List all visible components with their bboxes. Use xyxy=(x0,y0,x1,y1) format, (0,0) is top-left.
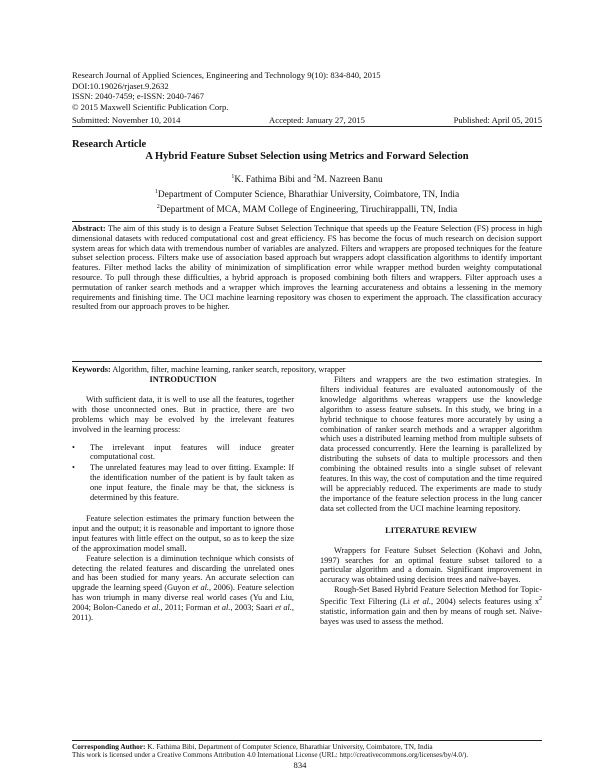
lit-review-paragraph-1: Wrappers for Feature Subset Selection (Kohavi and John, 1997) searches for an optimal feature subset tailored to a particular algorithm and a domain. Significant improvement in accuracy was obtained using decision trees and naïve-bayes. xyxy=(320,545,542,585)
bullet-item-1: • The irrelevant input features will induce greater computational cost. xyxy=(72,442,294,462)
journal-citation: Research Journal of Applied Sciences, Engineering and Technology 9(10): 834-840, 2015 xyxy=(72,70,381,80)
copyright: © 2015 Maxwell Scientific Publication Corp. xyxy=(72,101,229,112)
header-divider xyxy=(72,126,542,127)
abstract-text: The aim of this study is to design a Feature Subset Selection Technique that speeds up the Feature Selection (FS) process in high dimensional datasets with reduced computational cost and great efficiency. FS has become the focus of much research on decision support system areas for which data with tremendous number of variables are analyzed. Filters and wrappers are proposed techniques for the feature subset selection process. Filters make use of association based approach but wrappers adopt classification algorithms to identify important features. Filter method lacks the ability of minimization of simplification error while wrapper method burden weighty computational resource. To pull through these difficulties, a hybrid approach is proposed combining both filters and wrappers. Filter approach uses a permutation of ranker search methods and a wrapper which improves the learning accurateness and obtains a lessening in the memory requirements and finishing time. The UCI machine learning repository was chosen to experiment the approach. The classification accuracy resulted from our approach proves to be higher. xyxy=(72,224,542,312)
right-paragraph-1: Filters and wrappers are the two estimation strategies. In filters individual features are evaluated autonomously of the knowledge algorithms whereas wrappers use the knowledge algorithm to assess feature subsets. In this study, we bring in a hybrid technique to choose features more accurately by using a combination of ranker search methods and a wrapper algorithm which uses a distributed learning method from multiple subsets of data processed concurrently. Here the learning is parallelized by distributing the subsets of data to multiple processors and then combining the obtained results into a single subset of relevant features. In this way, the cost of computation and the time required will be appreciably reduced. The experiments are made to study the importance of the feature selection process in the lung cancer data set collected from the UCI machine learning repository. xyxy=(320,375,542,513)
author-block xyxy=(72,171,542,216)
keywords-label: Keywords: xyxy=(72,365,111,374)
intro-paragraph-3: Feature selection is a diminution technique which consists of detecting the related features and discarding the unrelated ones and has been studied for many years. An accurate selection can upgrade the learning speed (Guyon et al., 2006). Feature selection has won triumph in many diverse real world cases (Yu and Liu, 2004; Bolon-Canedo et al., 2011; Forman et al., 2003; Saari et al., 2011). xyxy=(72,553,294,623)
left-column xyxy=(72,375,294,623)
corresponding-label: Corresponding Author: xyxy=(72,742,146,751)
intro-bullet-list xyxy=(72,443,294,503)
corresponding-author: Corresponding Author: K. Fathima Bibi, Department of Computer Science, Bharathiar University, Coimbatore, TN, India xyxy=(72,742,433,751)
abstract xyxy=(72,224,542,312)
keywords xyxy=(72,365,542,374)
page-number: 834 xyxy=(293,760,307,770)
article-dates xyxy=(72,115,542,126)
issn: ISSN: 2040-7459; e-ISSN: 2040-7467 xyxy=(72,91,205,102)
journal-header xyxy=(72,70,542,112)
introduction-heading: INTRODUCTION xyxy=(149,375,217,384)
affiliation-1: $^1$Department of Computer Science, Bharathiar University, Coimbatore, TN, India xyxy=(154,189,460,201)
abstract-label: Abstract: xyxy=(72,224,106,233)
abstract-bottom-rule xyxy=(72,361,542,362)
doi: DOI:10.19026/rjaset.9.2632 xyxy=(72,80,169,91)
abstract-top-rule xyxy=(72,221,542,222)
submitted-date: Submitted: November 10, 2014 xyxy=(72,115,181,125)
accepted-date: Accepted: January 27, 2015 xyxy=(269,115,365,125)
affiliation-2: $^2$Department of MCA, MAM College of Engineering, Tiruchirappalli, TN, India xyxy=(156,204,458,216)
published-date: Published: April 05, 2015 xyxy=(453,115,542,125)
intro-paragraph-1: With sufficient data, it is well to use all the features, together with those unconnected ones. But in practice, there are two problems which may be evolved by the irrelevant features involved in the learning process: xyxy=(72,394,294,434)
article-type: Research Article xyxy=(72,139,147,150)
literature-review-heading: LITERATURE REVIEW xyxy=(385,525,477,535)
intro-paragraph-2: Feature selection estimates the primary function between the input and the output; it is reasonable and important to ignore those input features with little effect on the output, so as to keep the size of the approximation model small. xyxy=(72,513,294,553)
footer-rule xyxy=(72,740,542,741)
author-names: $^1$K. Fathima Bibi and $^2$M. Nazreen Banu xyxy=(231,174,383,186)
right-column xyxy=(320,375,542,627)
lit-review-paragraph-2: Rough-Set Based Hybrid Feature Selection Method for Topic-Specific Text Filtering (Li et al., 2004) selects features using $x^2$ statistic, information gain and then by means of rough set. Naïve-bayes was used to assess the method. xyxy=(320,585,542,626)
keywords-text: Algorithm, filter, machine learning, ranker search, repository, wrapper xyxy=(110,365,346,374)
bullet-item-2: • The unrelated features may lead to over fitting. Example: If the identification number of the patient is by fault taken as one input feature, the finale may be that, the sickness is determined by this feature. xyxy=(72,463,294,503)
paper-title: A Hybrid Feature Subset Selection using Metrics and Forward Selection xyxy=(145,151,469,162)
license-note: This work is licensed under a Creative Commons Attribution 4.0 International License (URL: http://creativecommons.org/licenses/by/4.0/). xyxy=(72,751,469,759)
